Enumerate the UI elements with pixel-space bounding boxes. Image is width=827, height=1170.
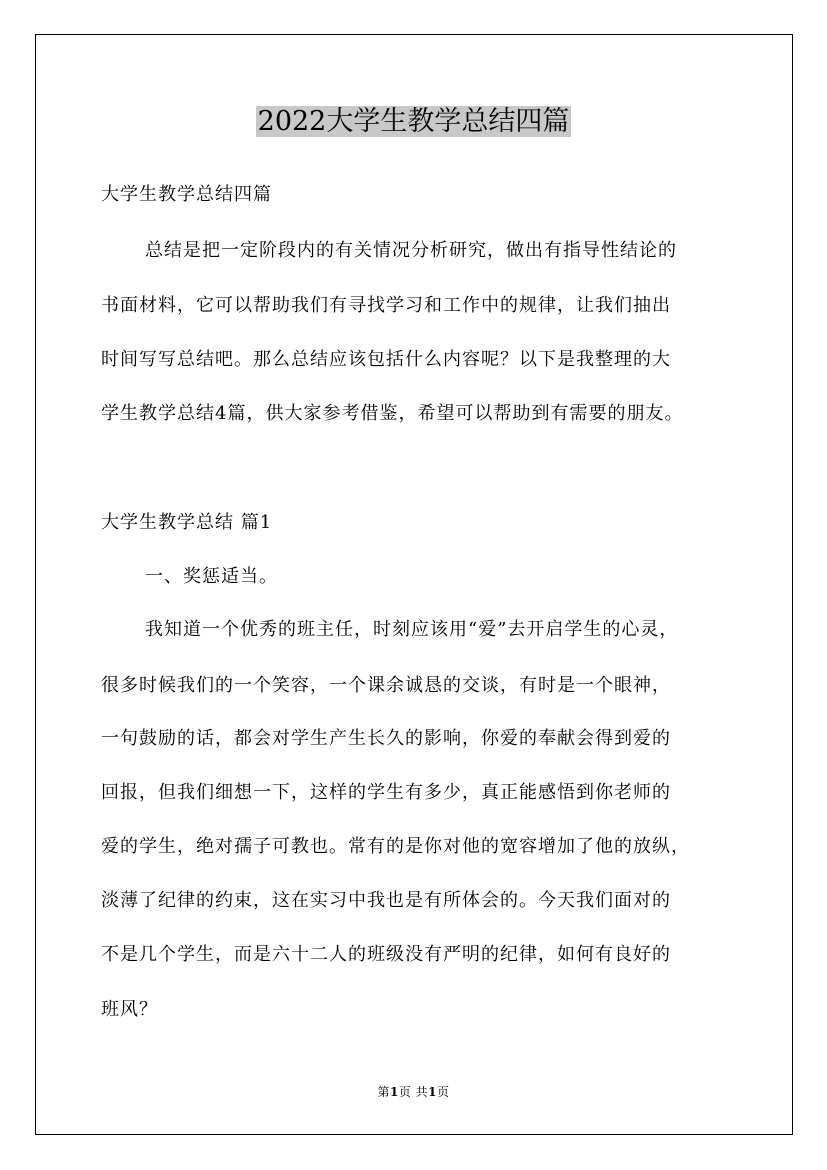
section1-line-8: 班风？ [101,999,158,1020]
footer-page-number: 1 [389,1085,399,1099]
section1-line-5: 爱的学生，绝对孺子可教也。常有的是你对他的宽容增加了他的放纵， [101,836,690,857]
document-title [0,100,827,144]
section1-line-7: 不是几个学生，而是六十二人的班级没有严明的纪律，如何有良好的 [101,944,671,965]
intro-heading: 大学生教学总结四篇 [101,184,272,205]
document-title-text: 2022大学生教学总结四篇 [257,106,570,137]
section1-line-4: 回报，但我们细想一下，这样的学生有多少，真正能感悟到你老师的 [101,782,671,803]
section1-line-1: 我知道一个优秀的班主任，时刻应该用“爱”去开启学生的心灵， [145,619,679,640]
intro-line-4: 学生教学总结4篇，供大家参考借鉴，希望可以帮助到有需要的朋友。 [101,403,684,424]
section1-line-3: 一句鼓励的话，都会对学生产生长久的影响，你爱的奉献会得到爱的 [101,728,671,749]
section1-line-6: 淡薄了纪律的约束，这在实习中我也是有所体会的。今天我们面对的 [101,890,671,911]
footer-page-total: 1 [428,1085,438,1099]
footer-page-suffix: 页 [437,1085,450,1099]
intro-line-1: 总结是把一定阶段内的有关情况分析研究，做出有指导性结论的 [145,240,677,261]
intro-line-2: 书面材料，它可以帮助我们有寻找学习和工作中的规律，让我们抽出 [101,295,671,316]
intro-line-3: 时间写写总结吧。那么总结应该包括什么内容呢？以下是我整理的大 [101,349,671,370]
section1-heading: 大学生教学总结 篇1 [101,512,273,533]
footer-page-prefix: 第 [377,1085,390,1099]
page-footer [0,1083,827,1100]
section1-line-2: 很多时候我们的一个笑容，一个课余诚恳的交谈，有时是一个眼神， [101,675,671,696]
section1-point1: 一、奖惩适当。 [145,566,278,587]
footer-page-mid: 页 共 [398,1085,429,1099]
